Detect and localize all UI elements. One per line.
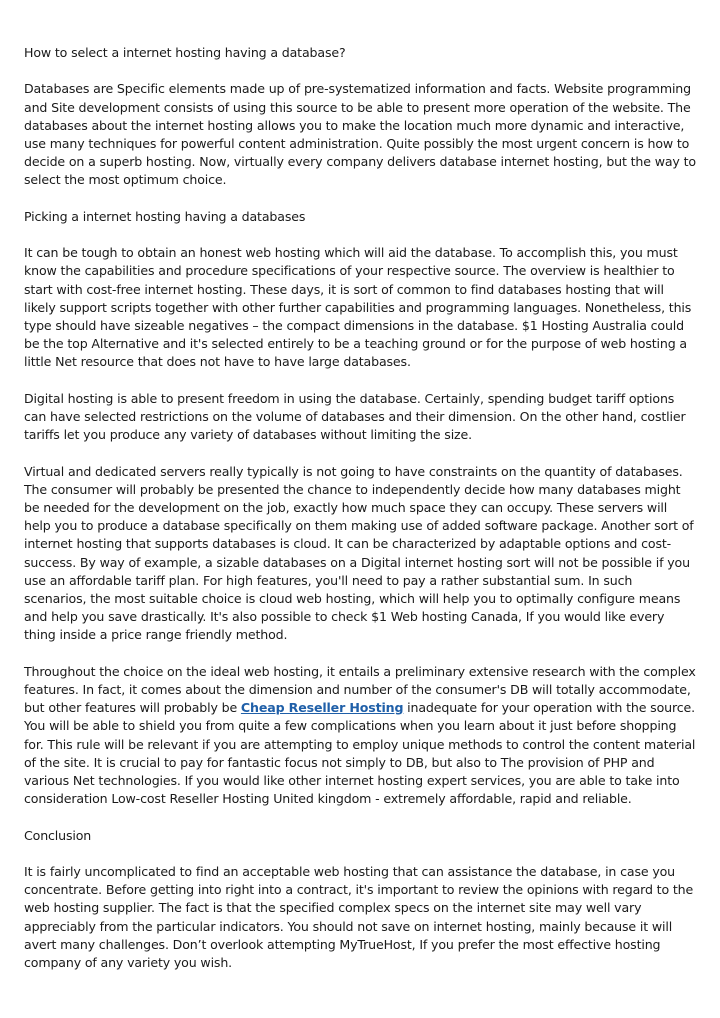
document-body [24, 44, 696, 990]
paragraph-digital-hosting: Digital hosting is able to present freedom in using the database. Certainly, spending budget tariff options can have selected restrictions on the volume of databases and their dimension. On the other hand, costlier tariffs let you produce any variety of databases without limiting the size. [24, 390, 686, 443]
section-heading-intro: How to select a internet hosting having a database? [24, 45, 346, 60]
paragraph-intro: Databases are Specific elements made up of pre-systematized information and facts. Website programming and Site development consists of using this source to be able to present more operation of the website. The databases about the internet hosting allows you to make the location much more dynamic and interactive, use many techniques for powerful content administration. Quite possibly the most urgent concern is how to decide on a superb hosting. Now, virtually every company delivers database internet hosting, but the way to select the most optimum choice. [24, 81, 696, 188]
paragraph-servers: Virtual and dedicated servers really typically is not going to have constraints on the quantity of databases. The consumer will probably be presented the chance to independently decide how many databases might be needed for the development on the job, exactly how much space they can occupy. These servers will help you to produce a database specifically on them making use of added software package. Another sort of internet hosting that supports databases is cloud. It can be characterized by adaptable options and cost-success. By way of example, a sizable databases on a Digital internet hosting sort will not be possible if you use an affordable tariff plan. For high features, you'll need to pay a rather substantial sum. In such scenarios, the most suitable choice is cloud web hosting, which will help you to optimally configure means and help you save drastically. It's also possible to check $1 Web hosting Canada, If you would like every thing inside a price range friendly method. [24, 463, 694, 643]
section-heading-conclusion: Conclusion [24, 827, 92, 843]
paragraph-choice-text-before: Throughout the choice on the ideal web hosting, it entails a preliminary extensive research with the complex features. In fact, it comes about the dimension and number of the consumer's DB will totally accommodate, but other features will probably be [24, 663, 696, 716]
paragraph-free-hosting: It can be tough to obtain an honest web hosting which will aid the database. To accomplish this, you must know the capabilities and procedure specifications of your respective source. The overview is healthier to start with cost-free internet hosting. These days, it is sort of common to find databases hosting that will likely support scripts together with other further capabilities and programming languages. Nonetheless, this type should have sizeable negatives – the compact dimensions in the database. $1 Hosting Australia could be the top Alternative and it's selected entirely to be a teaching ground or for the purpose of web hosting a little Net resource that does not have to have large databases. [24, 245, 692, 370]
section-heading-picking: Picking a internet hosting having a databases [24, 208, 306, 224]
paragraph-conclusion: It is fairly uncomplicated to find an acceptable web hosting that can assistance the database, in case you concentrate. Before getting into right into a contract, it's important to review the opinions with regard to the web hosting supplier. The fact is that the specified complex specs on the internet site may well vary appreciably from the particular indicators. You should not save on internet hosting, mainly because it will avert many challenges. Don’t overlook attempting MyTrueHost, If you prefer the most effective hosting company of any variety you wish. [24, 864, 694, 971]
paragraph-choice [24, 663, 696, 809]
paragraph-choice-text-after: inadequate for your operation with the source. You will be able to shield you from quite a few complications when you learn about it just before shopping for. This rule will be relevant if you are attempting to employ unique methods to control the content material of the site. It is crucial to pay for fantastic focus not simply to DB, but also to The provision of PHP and various Net technologies. If you would like other internet hosting expert services, you are able to take into consideration Low-cost Reseller Hosting United kingdom - extremely affordable, rapid and reliable. [24, 700, 696, 807]
cheap-reseller-hosting-link[interactable]: Cheap Reseller Hosting [240, 700, 404, 716]
